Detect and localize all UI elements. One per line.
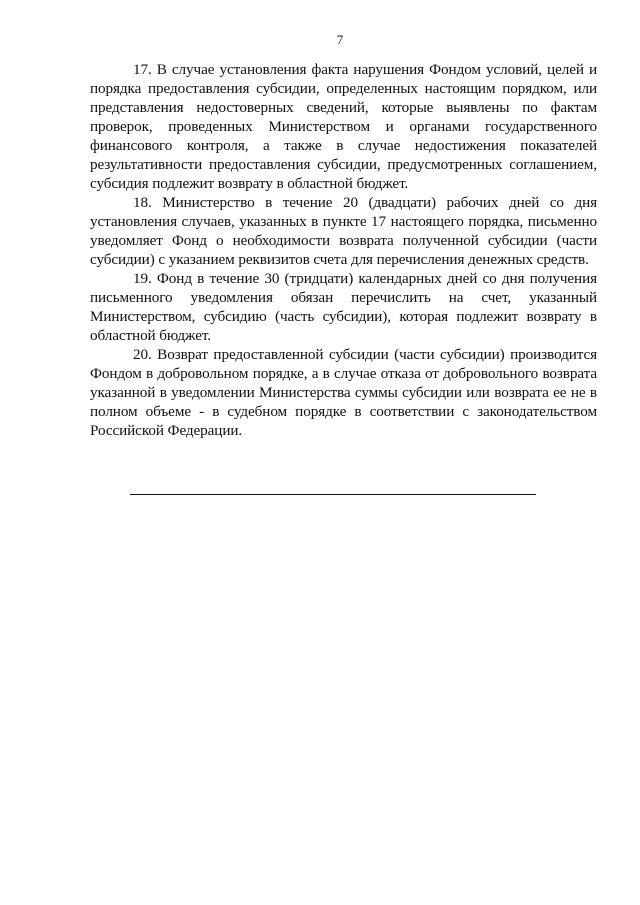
page-number: 7 [336, 32, 344, 47]
paragraph-19: 19. Фонд в течение 30 (тридцати) календарных дней со дня получения письменного уведомления обязан перечислить на счет, указанный Министерством, субсидию (часть субсидии), которая подлежит возврату в областной бюджет. [90, 270, 597, 344]
paragraph-18: 18. Министерство в течение 20 (двадцати) рабочих дней со дня установления случаев, указанных в пункте 17 настоящего порядка, письменно уведомляет Фонд о необходимости возврата полученной субсидии (части субсидии) с указанием реквизитов счета для перечисления денежных средств. [90, 194, 597, 268]
end-of-document-rule [130, 494, 536, 495]
paragraph-17: 17. В случае установления факта нарушения Фондом условий, целей и порядка предоставления субсидии, определенных настоящим порядком, или представления недостоверных сведений, которые выявлены по фактам проверок, проведенных Министерством и органами государственного финансового контроля, а также в случае недостижения показателей результативности предоставления субсидии, предусмотренных соглашением, субсидия подлежит возврату в областной бюджет. [90, 61, 597, 192]
document-body [90, 60, 597, 440]
paragraph-20: 20. Возврат предоставленной субсидии (части субсидии) производится Фондом в добровольном порядке, а в случае отказа от добровольного возврата указанной в уведомлении Министерства суммы субсидии или возврата ее не в полном объеме - в судебном порядке в соответствии с законодательством Российской Федерации. [90, 346, 597, 439]
